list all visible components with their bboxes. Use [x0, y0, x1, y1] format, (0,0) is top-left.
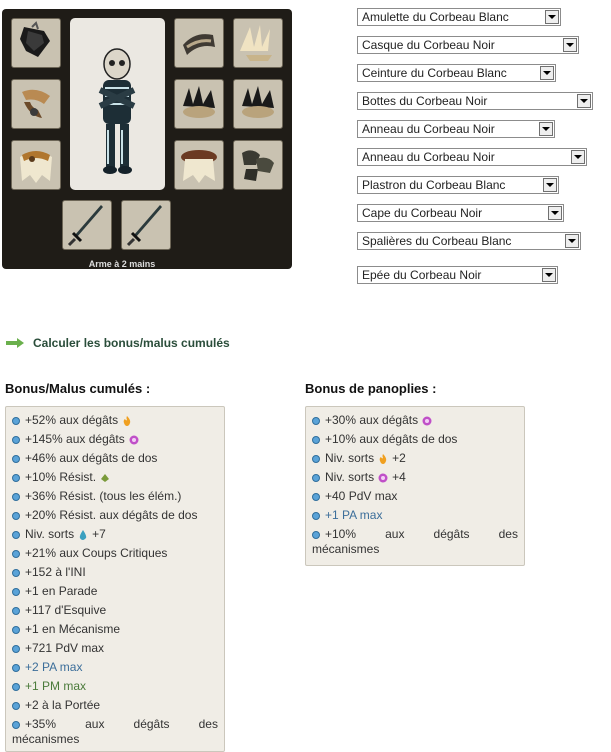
bonus-line [312, 506, 518, 525]
breastplate-icon [177, 143, 221, 187]
earth-icon [100, 473, 110, 483]
bonus-text: +10% aux dégâts des [312, 527, 518, 542]
bonus-text: +21% aux Coups Critiques [25, 546, 168, 560]
bonus-line [12, 430, 218, 449]
boots-select[interactable]: Bottes du Corbeau Noir [357, 92, 593, 110]
calculate-link[interactable] [6, 336, 230, 350]
bonus-text: +1 PM max [25, 679, 87, 693]
shoulders-select[interactable]: Spalières du Corbeau Blanc [357, 232, 581, 250]
bonus-text: +52% aux dégâts [25, 413, 119, 427]
cape-icon [14, 143, 58, 187]
cumulative-box [5, 406, 225, 752]
helmet-icon [177, 21, 221, 65]
bonus-text: +145% aux dégâts [25, 432, 125, 446]
bonus-value: +4 [392, 470, 406, 484]
bonus-text: Niv. sorts [325, 451, 375, 465]
bonus-text: +2 PA max [25, 660, 83, 674]
bullet-icon [312, 531, 320, 539]
bonus-line [12, 620, 218, 639]
bonus-value: +7 [92, 527, 106, 541]
bonus-text: Niv. sorts [325, 470, 375, 484]
amulet-icon [14, 21, 58, 65]
bonus-line [312, 411, 518, 430]
bonus-line [12, 658, 218, 677]
fire-icon [378, 454, 388, 464]
chevron-down-icon [540, 66, 554, 80]
chevron-down-icon [539, 122, 553, 136]
bonus-line [312, 525, 518, 557]
bonus-line [12, 582, 218, 601]
bonus-text: +36% Résist. (tous les élém.) [25, 489, 182, 503]
bonus-text: mécanismes [12, 732, 80, 746]
bullet-icon [12, 721, 20, 729]
helmet-slot[interactable] [174, 18, 224, 68]
bullet-icon [312, 436, 320, 444]
belt-icon [177, 82, 221, 126]
sword-icon [65, 203, 109, 247]
bonus-line [12, 639, 218, 658]
bonus-line [312, 430, 518, 449]
bullet-icon [312, 493, 320, 501]
bonus-text: +10% Résist. [25, 470, 97, 484]
amulet-slot[interactable] [11, 18, 61, 68]
sets-box [305, 406, 525, 566]
chevron-down-icon [548, 206, 562, 220]
ring-icon [236, 82, 280, 126]
water-icon [78, 530, 88, 540]
bonus-text: +721 PdV max [25, 641, 105, 655]
belt-slot[interactable] [174, 79, 224, 129]
bullet-icon [312, 455, 320, 463]
equipment-panel [2, 9, 292, 269]
bonus-value: +2 [392, 451, 406, 465]
bullet-icon [12, 588, 20, 596]
bonus-text: +1 en Mécanisme [25, 622, 121, 636]
character-avatar [70, 18, 165, 190]
chevron-down-icon [565, 234, 579, 248]
bullet-icon [12, 474, 20, 482]
ring-slot-right[interactable] [233, 79, 283, 129]
chevron-down-icon [563, 38, 577, 52]
cape-slot[interactable] [11, 140, 61, 190]
bullet-icon [12, 531, 20, 539]
bonus-text: +40 PdV max [325, 489, 398, 503]
bonus-text: +152 à l'INI [25, 565, 86, 579]
bonus-line [12, 468, 218, 487]
bonus-text: +117 d'Esquive [25, 603, 107, 617]
bonus-text: mécanismes [312, 542, 380, 556]
boots-slot[interactable] [233, 140, 283, 190]
bonus-line [12, 487, 218, 506]
shoulders-slot[interactable] [233, 18, 283, 68]
weapon-slot-2[interactable] [121, 200, 171, 250]
helmet-select[interactable]: Casque du Corbeau Noir [357, 36, 579, 54]
bonus-line [12, 449, 218, 468]
fire-icon [122, 416, 132, 426]
bullet-icon [12, 626, 20, 634]
bonus-line [12, 696, 218, 715]
bonus-text: +30% aux dégâts [325, 413, 419, 427]
amulet-select[interactable]: Amulette du Corbeau Blanc [357, 8, 561, 26]
bullet-icon [12, 455, 20, 463]
breastplate-select[interactable]: Plastron du Corbeau Blanc [357, 176, 559, 194]
bullet-icon [12, 683, 20, 691]
ring-select-2[interactable]: Anneau du Corbeau Noir [357, 148, 587, 166]
bonus-text: +46% aux dégâts de dos [25, 451, 158, 465]
bullet-icon [12, 607, 20, 615]
bullet-icon [12, 702, 20, 710]
boots-icon [236, 143, 280, 187]
bullet-icon [312, 512, 320, 520]
bullet-icon [12, 550, 20, 558]
bonus-line [312, 487, 518, 506]
bonus-line [12, 715, 218, 747]
air-icon [422, 416, 432, 426]
bonus-line [12, 601, 218, 620]
weapon-slot-1[interactable] [62, 200, 112, 250]
chevron-down-icon [545, 10, 559, 24]
bullet-icon [312, 474, 320, 482]
belt-select[interactable]: Ceinture du Corbeau Blanc [357, 64, 556, 82]
sets-title: Bonus de panoplies : [305, 381, 437, 396]
bonus-text: +1 en Parade [25, 584, 98, 598]
chevron-down-icon [542, 268, 556, 282]
bonus-text: +20% Résist. aux dégâts de dos [25, 508, 198, 522]
bullet-icon [12, 664, 20, 672]
shoulders-icon [236, 21, 280, 65]
bonus-line [312, 449, 518, 468]
bonus-text: Niv. sorts [25, 527, 75, 541]
bullet-icon [312, 417, 320, 425]
ring-select-1[interactable]: Anneau du Corbeau Noir [357, 120, 555, 138]
chest-slot[interactable] [174, 140, 224, 190]
skeleton-character-icon [70, 18, 165, 190]
bonus-text: +35% aux dégâts des [12, 717, 218, 732]
bullet-icon [12, 512, 20, 520]
air-icon [378, 473, 388, 483]
bonus-line [12, 563, 218, 582]
ring-icon [14, 82, 58, 126]
bonus-line [12, 506, 218, 525]
bonus-line [12, 677, 218, 696]
ring-slot-left[interactable] [11, 79, 61, 129]
bullet-icon [12, 417, 20, 425]
chevron-down-icon [543, 178, 557, 192]
bullet-icon [12, 645, 20, 653]
calculate-label: Calculer les bonus/malus cumulés [33, 336, 230, 350]
bonus-line [12, 525, 218, 544]
arrow-right-icon [6, 338, 24, 348]
air-icon [129, 435, 139, 445]
cumulative-title: Bonus/Malus cumulés : [5, 381, 151, 396]
sword-icon [124, 203, 168, 247]
chevron-down-icon [571, 150, 585, 164]
bonus-line [12, 544, 218, 563]
bullet-icon [12, 493, 20, 501]
bullet-icon [12, 436, 20, 444]
bonus-text: +10% aux dégâts de dos [325, 432, 458, 446]
chevron-down-icon [577, 94, 591, 108]
bonus-line [12, 411, 218, 430]
cape-select[interactable]: Cape du Corbeau Noir [357, 204, 564, 222]
bonus-text: +1 PA max [325, 508, 383, 522]
bullet-icon [12, 569, 20, 577]
weapon-select[interactable]: Epée du Corbeau Noir [357, 266, 558, 284]
bonus-text: +2 à la Portée [25, 698, 101, 712]
bonus-line [312, 468, 518, 487]
weapon-caption: Arme à 2 mains [62, 259, 182, 269]
